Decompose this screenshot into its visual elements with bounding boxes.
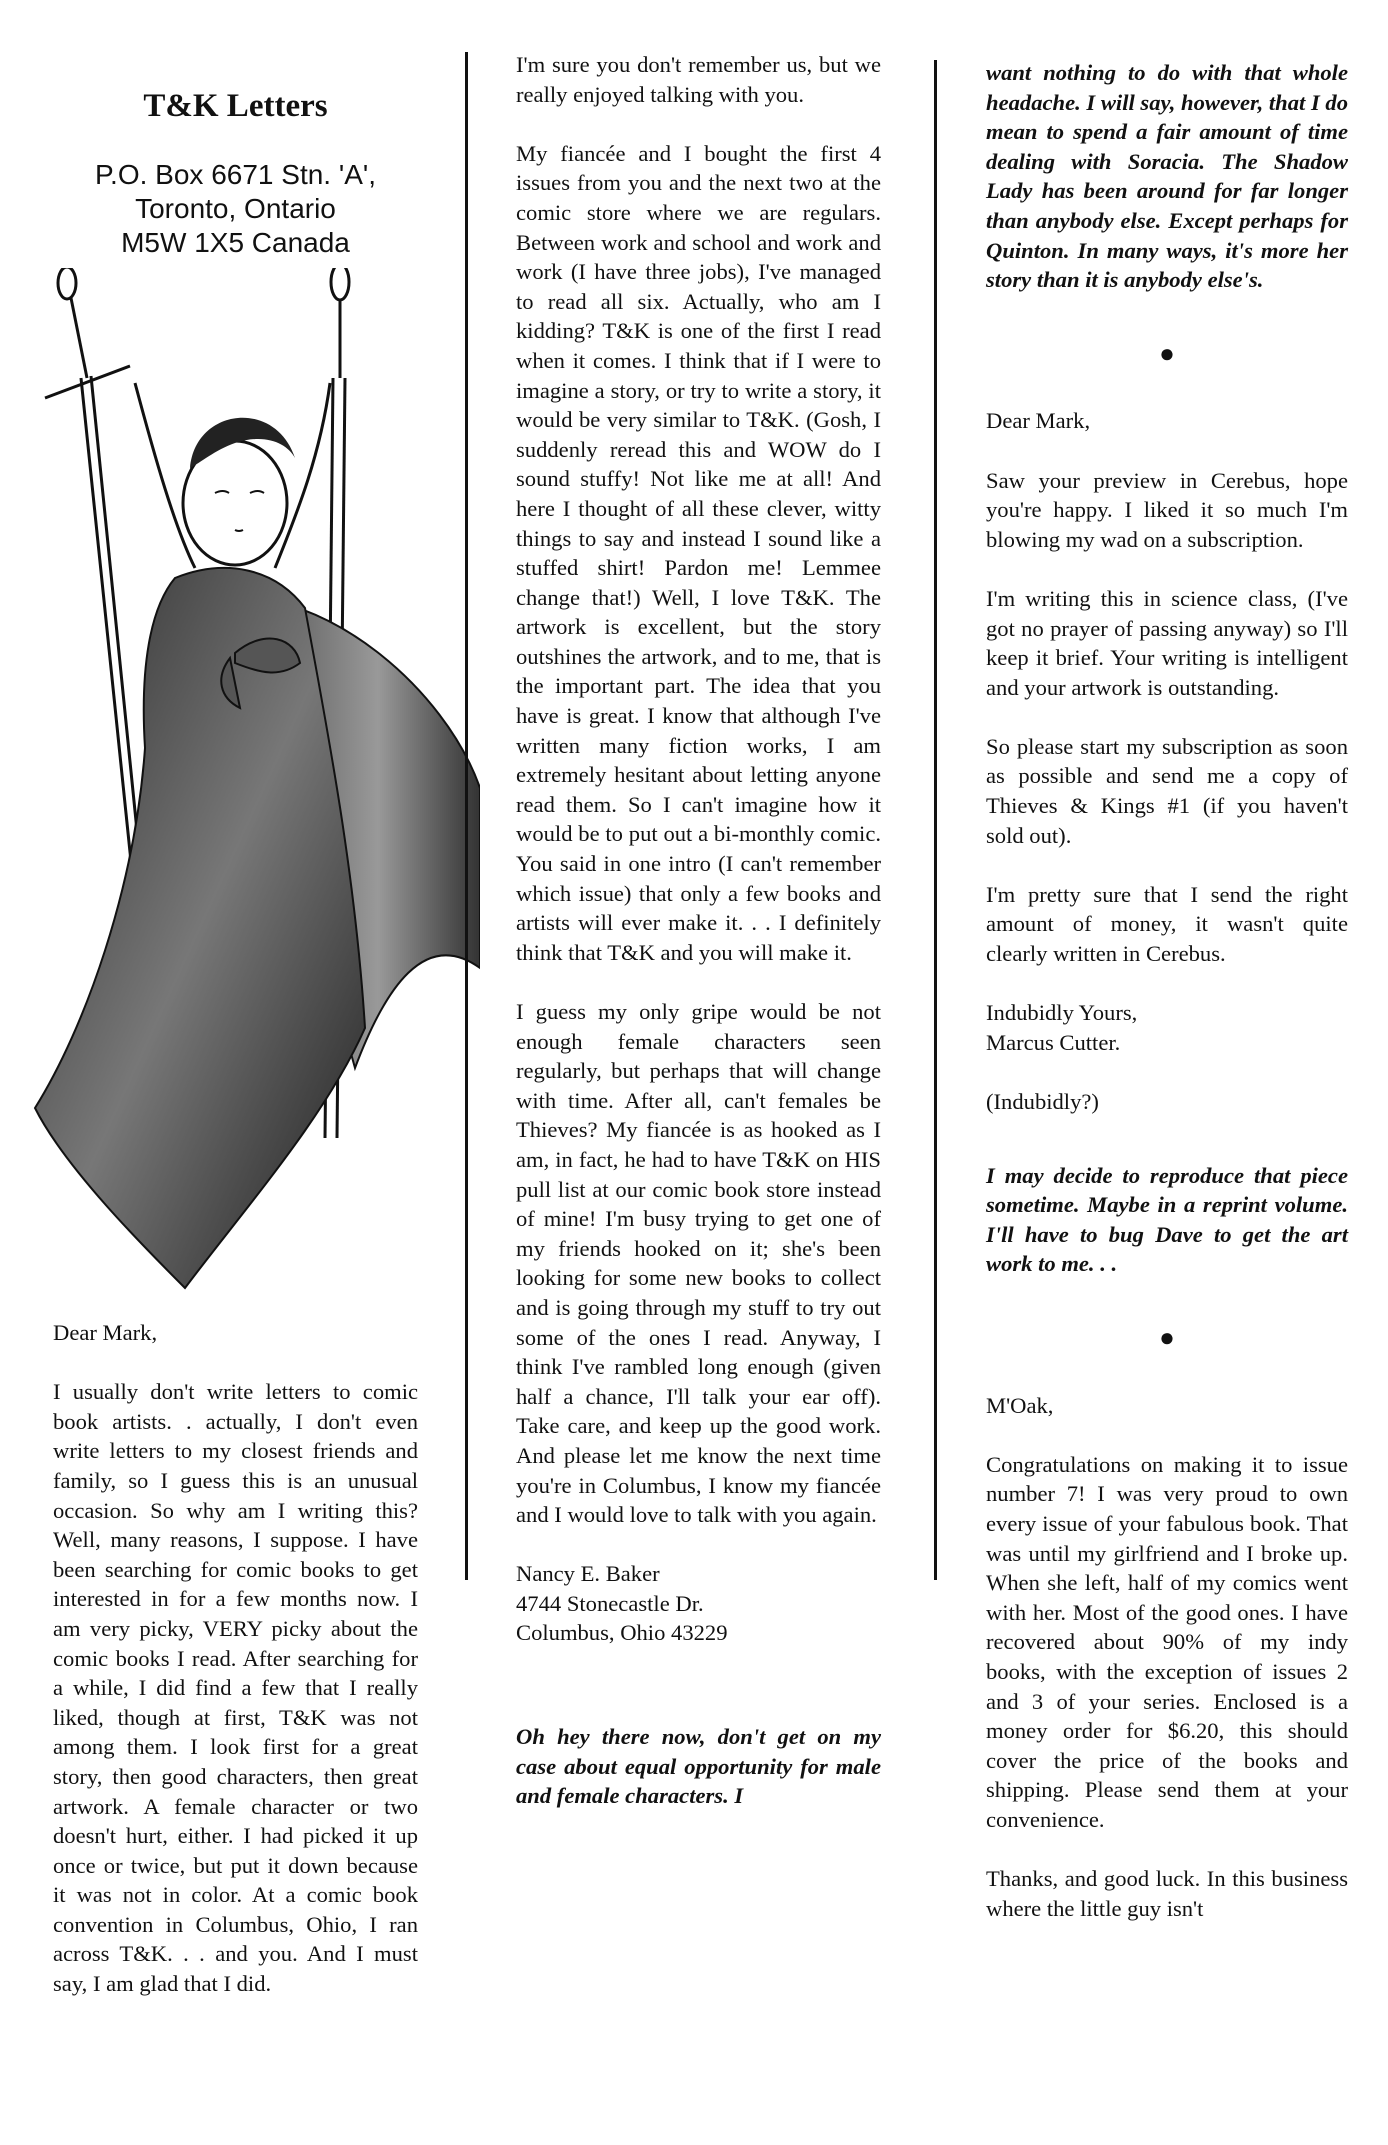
letter-paragraph: Congratulations on making it to issue number 7! I was very proud to own every issue of your fabulous book. That was until my girlfriend and I broke up. When she left, half of my comics went with her. Most of the good ones. I have recovered about 90% of my indy books, with the exception of issues 2 and 3 of your series. Enclosed is a money order for $6.20, this should cover the price of the books and shipping. Please send them at your convenience. [986, 1451, 1348, 1832]
address-line: M5W 1X5 Canada [121, 227, 350, 258]
signature-name: Nancy E. Baker [516, 1561, 660, 1587]
address-line: Toronto, Ontario [135, 193, 336, 224]
editor-reply: Oh hey there now, don't get on my case about equal opportunity for male and female characters. I [516, 1724, 881, 1809]
letter-paragraph: I'm sure you don't remember us, but we really enjoyed talking with you. [516, 52, 881, 107]
letter-paragraph: I guess my only gripe would be not enough female characters seen regularly, but perhaps that will change with time. After all, can't females be Thieves? My fiancée is as hooked as I am, in fact, he had to have T&K on HIS pull list at our comic book store instead of mine! I'm busy trying to get one of my friends hooked on it; she's been looking for some new books to collect and is going through my stuff to try out some of the ones I read. Anyway, I think I've rambled long enough (given half a chance, I'll talk your ear off). Take care, and keep up the good work. And please let me know the next time you're in Columbus, I know my fiancée and I would love to talk with you again. [516, 999, 881, 1528]
column-divider [934, 60, 937, 1580]
column-divider [465, 52, 468, 1580]
signature-street: 4744 Stonecastle Dr. [516, 1590, 704, 1616]
letter-postscript: (Indubidly?) [986, 1089, 1099, 1114]
letter-paragraph: I'm writing this in science class, (I've got no prayer of passing anyway) so I'll keep it brief. Your writing is intelligent and your artwork is outstanding. [986, 585, 1348, 700]
address-line: P.O. Box 6671 Stn. 'A', [94, 159, 376, 190]
separator-bullet: ● [1159, 1322, 1175, 1352]
woman-with-swords-illustration [25, 268, 480, 1296]
separator-bullet: ● [1159, 338, 1175, 368]
letter-paragraph: I'm pretty sure that I send the right amount of money, it wasn't quite clearly written in Cerebus. [986, 881, 1348, 967]
editor-reply: want nothing to do with that whole headache. I will say, however, that I do mean to spend a fair amount of time dealing with Soracia. The Shadow Lady has been around for far longer than anybody else. Except perhaps for Quinton. In many ways, it's more her story than it is anybody else's. [986, 60, 1348, 293]
page-title: T&K Letters [143, 88, 328, 124]
letter-paragraph: Saw your preview in Cerebus, hope you're happy. I liked it so much I'm blowing my wad on a subscription. [986, 467, 1348, 552]
letter-nancy-part1 [53, 1318, 418, 1999]
column-three [986, 58, 1348, 1923]
letter-salutation: M'Oak, [986, 1392, 1054, 1418]
letter-nancy-part2 [516, 50, 881, 1811]
letter-paragraph: My fiancée and I bought the first 4 issues from you and the next two at the comic store where we are regulars. Between work and school and work and work (I have three jobs), I've managed to read all six. Actually, who am I kidding? T&K is one of the first I read when it comes. I think that if I were to imagine a story, or try to write a story, it would be very similar to T&K. (Gosh, I suddenly reread this and WOW do I sound stuffy! Not like me at all! And here I thought of all these clever, witty things to say and instead I sound like a stuffed shirt! Pardon me! Lemmee change that!) Well, I love T&K. The artwork is excellent, but the story outshines the artwork, and to me, that is the important part. The idea that you have is great. I know that although I've written many fiction works, I am extremely hesitant about letting anyone read them. So I can't imagine how it would be to put out a bi-monthly comic. You said in one intro (I can't remember which issue) that only a few books and artists will ever make it. . . I definitely think that T&K and you will make it. [516, 140, 881, 965]
letter-signature [986, 998, 1348, 1057]
signature-name: Marcus Cutter. [986, 1029, 1121, 1055]
mailing-address [53, 158, 418, 260]
letter-paragraph: I usually don't write letters to comic book artists. . actually, I don't even write letters to my closest friends and family, so I guess this is an unusual occasion. So why am I writing this? Well, many reasons, I suppose. I have been searching for comic books to get interested in for a few months now. I am very picky, VERY picky about the comic books I read. After searching for a while, I did find a few that I really liked, though at first, T&K was not among them. I look first for a great story, then good characters, then great artwork. A female character or two doesn't hurt, either. I had picked it up once or twice, but put it down because it was not in color. At a comic book convention in Columbus, Ohio, I ran across T&K. . . and you. And I must say, I am glad that I did. [53, 1379, 418, 1997]
letter-paragraph: So please start my subscription as soon as possible and send me a copy of Thieves & Kings #1 (if you haven't sold out). [986, 733, 1348, 848]
letter-signature [516, 1559, 881, 1648]
signature-city: Columbus, Ohio 43229 [516, 1620, 728, 1646]
letter-salutation: Dear Mark, [53, 1320, 158, 1345]
letter-paragraph: Thanks, and good luck. In this business where the little guy isn't [986, 1866, 1348, 1921]
letter-salutation: Dear Mark, [986, 408, 1091, 434]
signature-closing: Indubidly Yours, [986, 1000, 1138, 1026]
editor-reply: I may decide to reproduce that piece sometime. Maybe in a reprint volume. I'll have to bug Dave to get the art work to me. . . [986, 1162, 1348, 1277]
